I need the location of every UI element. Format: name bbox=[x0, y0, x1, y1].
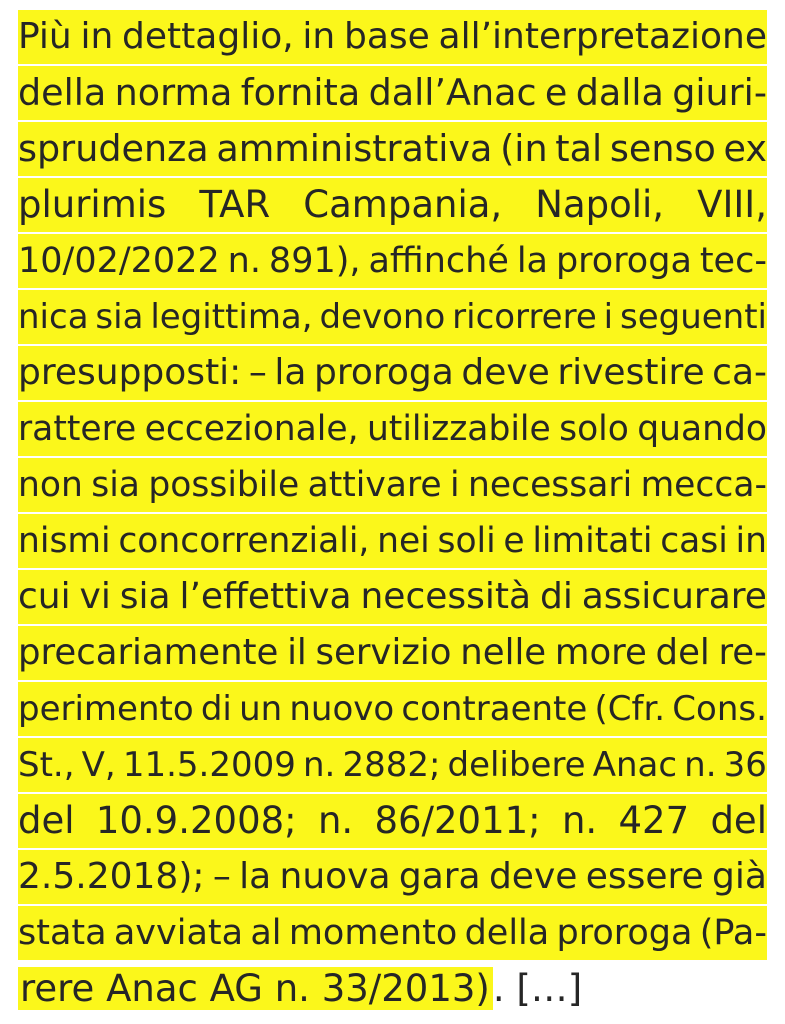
text-line-5-content-word: 10/02/2022 bbox=[18, 241, 220, 281]
text-line-7 bbox=[18, 346, 767, 400]
text-line-3-content-word: ex bbox=[723, 127, 767, 170]
text-line-14-content-word: delibere bbox=[447, 745, 586, 785]
text-line-7-content-word: – bbox=[248, 352, 267, 393]
text-line-4-content-word: plurimis bbox=[18, 183, 167, 226]
text-line-5-content-word: la bbox=[516, 241, 548, 281]
text-line-16-content-word: 2.5.2018); bbox=[18, 856, 205, 897]
text-line-9-content-word: attivare bbox=[307, 465, 442, 505]
text-line-15-content-word: 86/2011; bbox=[374, 799, 541, 842]
text-line-2 bbox=[18, 66, 767, 120]
text-line-3-content-word: sprudenza bbox=[18, 127, 209, 170]
text-line-11-content-word: sia bbox=[119, 576, 171, 617]
text-line-4-content-word: Campania, bbox=[303, 183, 503, 226]
text-line-3-content-word: (in bbox=[500, 127, 548, 170]
text-line-8-content-word: quando bbox=[637, 409, 767, 449]
text-line-14-content-word: 11.5.2009 bbox=[122, 745, 296, 785]
text-line-3-content-word: tal bbox=[555, 127, 603, 170]
text-line-12-content-word: precariamente bbox=[18, 632, 279, 673]
text-line-14-content-word: n. bbox=[684, 745, 717, 785]
text-line-6-content-word: devono bbox=[319, 297, 446, 337]
text-line-15-content-word: 427 bbox=[618, 799, 690, 842]
text-line-3-content-word: amministrativa bbox=[216, 127, 493, 170]
text-line-2-content-word: dall’Anac bbox=[368, 71, 537, 114]
text-line-6-content-word: seguenti bbox=[619, 297, 767, 337]
text-line-5 bbox=[18, 234, 767, 288]
text-line-1-content-word: in bbox=[80, 16, 114, 57]
text-line-6-content-word: ricorrere bbox=[452, 297, 597, 337]
text-line-12-content-word: more bbox=[554, 632, 647, 673]
text-line-7-content-word: ca- bbox=[712, 352, 767, 393]
text-line-5-content-word: proroga bbox=[555, 241, 692, 281]
text-line-17-content-word: al bbox=[250, 913, 282, 953]
text-line-9-content-word: possibile bbox=[148, 465, 300, 505]
text-line-8-content-word: solo bbox=[559, 409, 629, 449]
text-line-13-content-word: Cons. bbox=[672, 689, 767, 729]
text-line-17-content-word: momento bbox=[288, 913, 458, 953]
text-line-17-content-word: della bbox=[464, 913, 550, 953]
text-line-5-content-word: tec- bbox=[699, 241, 767, 281]
text-line-1-content-word: dettaglio, bbox=[122, 16, 294, 57]
text-line-16-content-word: la bbox=[239, 856, 272, 897]
text-line-4-content-word: TAR bbox=[199, 183, 271, 226]
text-line-9-content-word: necessari bbox=[468, 465, 633, 505]
text-line-11-content-word: necessità bbox=[360, 576, 532, 617]
text-line-13-content-word: contraente bbox=[401, 689, 588, 729]
text-line-17-content-word: avviata bbox=[113, 913, 244, 953]
text-line-18-tail: . […] bbox=[492, 967, 583, 1010]
text-line-12-content-word: re- bbox=[718, 632, 767, 673]
text-line-13-content-word: di bbox=[200, 689, 232, 729]
text-line-14-content-word: 2882; bbox=[342, 745, 441, 785]
text-line-17-content-word: proroga bbox=[556, 913, 693, 953]
text-line-12 bbox=[18, 626, 767, 680]
text-line-10-content-word: e bbox=[503, 521, 525, 561]
text-line-16-content-word: – bbox=[212, 856, 231, 897]
text-line-6-content-word: nica bbox=[18, 297, 89, 337]
text-line-4-content-word: VIII, bbox=[697, 183, 767, 226]
text-line-9-content-word: i bbox=[450, 465, 460, 505]
text-line-7-content-word: presupposti: bbox=[18, 352, 242, 393]
text-line-10-content-word: nismi bbox=[18, 521, 111, 561]
text-line-15-content-word: n. bbox=[317, 799, 354, 842]
text-line-1-content-word: Più bbox=[18, 16, 72, 57]
text-line-5-content-word: n. bbox=[227, 241, 261, 281]
text-line-3 bbox=[18, 122, 767, 176]
text-line-10-content-word: casi bbox=[660, 521, 728, 561]
text-line-12-content-word: nelle bbox=[460, 632, 547, 673]
text-line-4 bbox=[18, 178, 767, 232]
text-line-17-content-word: (Pa- bbox=[699, 913, 767, 953]
text-line-12-content-word: servizio bbox=[315, 632, 452, 673]
text-line-2-content-word: dalla bbox=[575, 71, 664, 114]
text-line-15 bbox=[18, 794, 767, 848]
text-line-2-content-word: e bbox=[544, 71, 568, 114]
text-line-11-content-word: vi bbox=[79, 576, 111, 617]
text-line-10-content-word: soli bbox=[437, 521, 496, 561]
text-line-6-content-word: i bbox=[603, 297, 614, 337]
text-line-12-content-word: del bbox=[655, 632, 710, 673]
text-line-9 bbox=[18, 458, 767, 512]
text-line-9-content-word: sia bbox=[91, 465, 140, 505]
text-line-2-content-word: fornita bbox=[240, 71, 361, 114]
text-line-16-content-word: già bbox=[711, 856, 767, 897]
text-line-10-content-word: limitati bbox=[532, 521, 653, 561]
text-line-16-content-word: nuova bbox=[279, 856, 391, 897]
text-line-6-content-word: legittima, bbox=[150, 297, 313, 337]
text-line-11-content-word: assicurare bbox=[581, 576, 767, 617]
text-line-1 bbox=[18, 10, 767, 64]
text-line-8-content-word: utilizzabile bbox=[366, 409, 551, 449]
text-line-4-content-word: Napoli, bbox=[535, 183, 665, 226]
text-line-1-content-word: in bbox=[302, 16, 336, 57]
text-line-13-content-word: perimento bbox=[18, 689, 194, 729]
text-line-16-content-word: gara bbox=[398, 856, 481, 897]
text-line-10-content-word: nei bbox=[377, 521, 430, 561]
text-line-6 bbox=[18, 290, 767, 344]
text-line-16-content-word: essere bbox=[585, 856, 704, 897]
text-line-7-content-word: la bbox=[274, 352, 307, 393]
text-line-13-content-word: (Cfr. bbox=[594, 689, 666, 729]
text-line-2-content-word: norma bbox=[114, 71, 233, 114]
text-line-11-content-word: l’effettiva bbox=[179, 576, 352, 617]
text-line-14-content-word: St., bbox=[18, 745, 75, 785]
text-line-9-content-word: non bbox=[18, 465, 83, 505]
text-line-1-content-word: base bbox=[343, 16, 430, 57]
text-line-13-content-word: nuovo bbox=[289, 689, 395, 729]
text-line-14-content-word: 36 bbox=[723, 745, 767, 785]
text-line-2-content-word: giuri- bbox=[672, 71, 767, 114]
text-line-7-content-word: proroga bbox=[313, 352, 454, 393]
text-line-14-content-word: V, bbox=[81, 745, 116, 785]
text-line-11 bbox=[18, 570, 767, 624]
text-line-7-content-word: deve bbox=[461, 352, 550, 393]
text-line-11-content-word: cui bbox=[18, 576, 71, 617]
text-line-18-highlighted: rere Anac AG n. 33/2013) bbox=[18, 967, 493, 1010]
text-line-8-content-word: eccezionale, bbox=[144, 409, 359, 449]
text-line-12-content-word: il bbox=[287, 632, 307, 673]
text-line-15-content-word: 10.9.2008; bbox=[95, 799, 297, 842]
text-line-9-content-word: mecca- bbox=[640, 465, 767, 505]
text-line-14-content-word: n. bbox=[302, 745, 336, 785]
text-line-17-content-word: stata bbox=[18, 913, 107, 953]
text-line-16-content-word: deve bbox=[488, 856, 578, 897]
text-line-5-content-word: affinché bbox=[368, 241, 509, 281]
text-line-13 bbox=[18, 682, 767, 736]
text-line-15-content-word: del bbox=[18, 799, 75, 842]
text-line-15-content-word: n. bbox=[561, 799, 598, 842]
text-line-17 bbox=[18, 906, 767, 960]
text-line-5-content-word: 891), bbox=[268, 241, 361, 281]
text-line-7-content-word: rivestire bbox=[557, 352, 705, 393]
text-line-16 bbox=[18, 850, 767, 904]
text-line-15-content-word: del bbox=[710, 799, 767, 842]
text-line-1-content-word: all’interpretazione bbox=[438, 16, 767, 57]
text-line-14 bbox=[18, 738, 767, 792]
text-line-10 bbox=[18, 514, 767, 568]
text-line-2-content-word: della bbox=[18, 71, 107, 114]
text-line-8 bbox=[18, 402, 767, 456]
text-line-8-content-word: rattere bbox=[18, 409, 137, 449]
text-line-11-content-word: di bbox=[539, 576, 573, 617]
text-line-14-content-word: Anac bbox=[592, 745, 678, 785]
text-line-10-content-word: in bbox=[735, 521, 767, 561]
text-line-3-content-word: senso bbox=[609, 127, 716, 170]
text-line-13-content-word: un bbox=[239, 689, 283, 729]
text-line-6-content-word: sia bbox=[95, 297, 144, 337]
text-line-18 bbox=[18, 962, 582, 1016]
text-line-10-content-word: concorrenziali, bbox=[118, 521, 370, 561]
